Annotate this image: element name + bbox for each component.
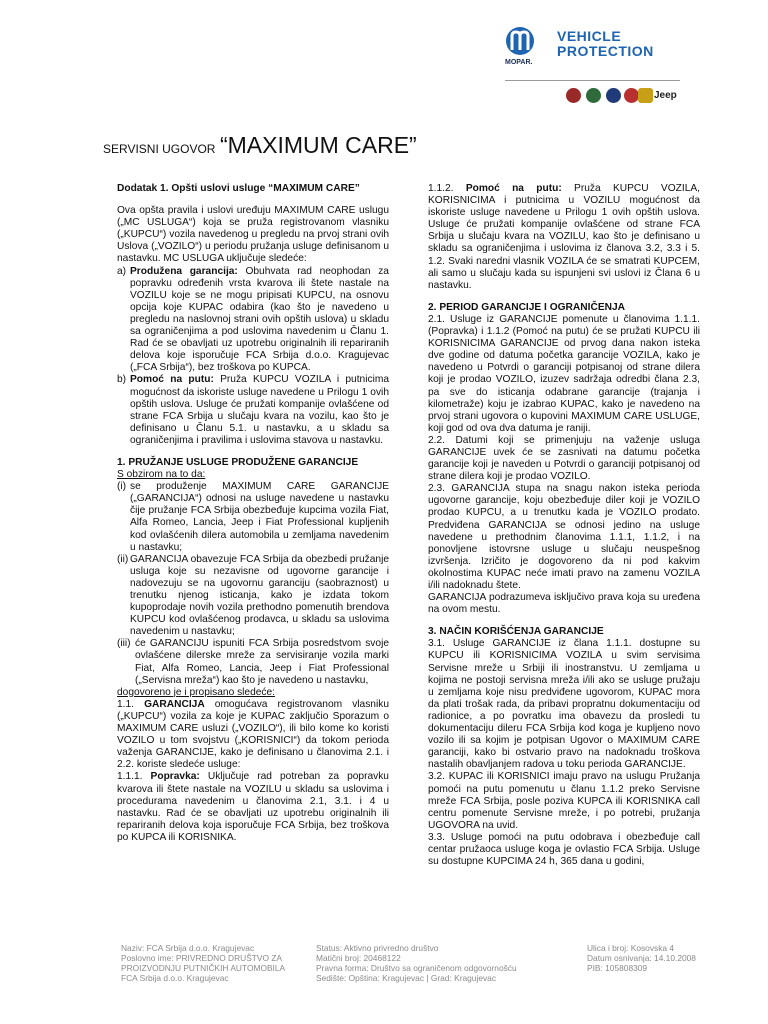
- title-main: “MAXIMUM CARE”: [219, 132, 417, 158]
- paragraph-1-1-1: 1.1.1. Popravka: Uključuje rad potreban za popravku kvarova ili štete nastale na VOZILU u skladu sa uslovima i procedurama navedenim u članovima 2.1, 3.1. i 4 u nastavku. Rad će se obavljati uz upotrebu originalnih ili repariranih delova koja isporučuje FCA Srbija, bez troškova po KUPCA ili KORISNIKA.: [117, 771, 389, 843]
- brand-logos: [566, 88, 686, 108]
- right-column: [428, 183, 700, 868]
- item-iii: (iii) će GARANCIJU ispuniti FCA Srbija posredstvom svoje ovlašćene dilerske mreže za servisiranje vozila marki Fiat, Alfa Romeo, Lancia, Jeep i Fiat Professional („Servisna mreža“) kao što je navedeno u nastavku,: [117, 638, 389, 686]
- item-i: (i) se produženje MAXIMUM CARE GARANCIJE („GARANCIJA“) odnosi na usluge navedene u nastavku čije pružanje FCA Srbija obezbeđuje kupcima vozila Fiat, Alfa Romeo, Lancia, Jeep i Fiat Professional kupljenih kod ovlašćenih dilera automobila u zemljama navedenim u nastavku;: [117, 481, 389, 553]
- professional-logo-icon: [624, 88, 639, 103]
- section-1-sub: S obzirom na to da:: [117, 469, 206, 481]
- footer-address-info: Ulica i broj: Kosovska 4 Datum osnivanja: 14.10.2008 PIB: 105808309: [587, 943, 696, 973]
- paragraph-3-2: 3.2. KUPAC ili KORISNICI imaju pravo na uslugu Pružanja pomoći na putu pomenutu u članu 1.1.2 preko Servisne mreže FCA Srbija, posle poziva KUPCA ili KORISNIKA call centru pomenute Servisne mreže, i po potrebi, pružanja UGOVORA na uvid.: [428, 771, 700, 831]
- paragraph-2-3: 2.3. GARANCIJA stupa na snagu nakon isteka perioda ugovorne garancije, koju obezbeđuje diler koji je VOZILO prodao KUPCU, a u trenutku kada je VOZILO prodato. Predviđena GARANCIJA se odnosi jedino na usluge navedene u prethodnim članovima 1.1.1, 1.1.2, i na ponovljene istovrsne usluge u slučaju neuspešnog izvršenja. Izričito je dogovoreno da ni pod kakvim okolnostima KUPAC neće imati pravo na zamenu VOZILA i/ili nadoknadu štete.: [428, 483, 700, 591]
- annex-heading: Dodatak 1. Opšti uslovi usluge “MAXIMUM CARE”: [117, 183, 360, 194]
- footer-legal-info: Status: Aktivno privredno društvo Matični broj: 20468122 Pravna forma: Društvo sa ograničenom odgovornošću Sedište: Opština: Kragujevac | Grad: Kragujevac: [316, 943, 517, 983]
- mopar-m-logo-icon: [505, 26, 535, 56]
- header-divider: [505, 80, 680, 81]
- paragraph-1-1: 1.1. GARANCIJA omogućava registrovanom vlasniku („KUPCU“) vozila za koje je KUPAC zaključio Sporazum o MAXIMUM CARE usluzi („VOZILO“), ili bilo kome ko koristi VOZILO u tom svojstvu („KORISNICI“) da tokom perioda važenja GARANCIJE, kako je definisano u članovima 2.1. i 2.2. koriste sledeće usluge:: [117, 698, 389, 771]
- title-prefix: SERVISNI UGOVOR: [103, 142, 216, 156]
- paragraph-2-1: 2.1. Usluge iz GARANCIJE pomenute u članovima 1.1.1. (Popravka) i 1.1.2 (Pomoć na putu) će se pružati KUPCU ili KORISNICIMA GARANCIJE od prvog dana nakon isteka dve godine od datuma početka garancije VOZILA, kako je navedeno u Potvrdi o garanciji potpisanoj od strane dilera koji je prodao VOZILO, izuzev sadržaja odredbi člana 2.3, pa sve do isticanja odabrane garancije (trajanja i kilometraže) koju je izabrao KUPAC, kako je navedeno na prvoj strani ugovora o kupovini MAXIMUM CARE USLUGE, koji god od ova dva datuma je raniji.: [428, 313, 700, 434]
- vehicle-protection-logo: [505, 22, 680, 74]
- paragraph-2-3b: GARANCIJA podrazumeva isključivo prava koja su uređena na ovom mestu.: [428, 592, 700, 616]
- item-a: a) Produžena garancija: Obuhvata rad neophodan za popravku određenih vrsta kvarova ili štete nastale na VOZILU koje se ne mogu pripisati KUPCU, na osnovu opcija koje KUPAC odabira (kao što je navedeno u pregledu na naslovnoj strani ovih opštih uslova) u skladu sa ograničenjima a pod uslovima navedenim u Članu 1. Rad će se obavljati uz upotrebu originalnih ili repariranih delova koje isporučuje FCA Srbija d.o.o. Kragujevac („FCA Srbija“), bez troškova po KUPCA.: [117, 265, 389, 374]
- section-2-heading: 2. PERIOD GARANCIJE I OGRANIČENJA: [428, 301, 625, 313]
- paragraph-2-2: 2.2. Datumi koji se primenjuju na važenje usluga GARANCIJE uvek će se zasnivati na datumu početka garancije koji je naveden u Potvrdi o garanciji potpisanoj od strane dilera koji je prodao VOZILO.: [428, 434, 700, 483]
- intro-paragraph: Ova opšta pravila i uslovi uređuju MAXIMUM CARE uslugu („MC USLUGA“) koja se pruža registrovanom vlasniku („KUPCU“) vozila navedenog u pregledu na prvoj strani ovih Uslova („VOZILO“) u periodu pružanja usluge definisanom u nastavku. MC USLUGA uključuje sledeće:: [117, 205, 389, 265]
- paragraph-3-3: 3.3. Usluge pomoći na putu odobrava i obezbeđuje call centar pružaoca usluge koga je ovlastio FCA Srbija. Usluge su dostupne KUPCIMA 24 h, 365 dana u godini,: [428, 831, 700, 868]
- item-ii: (ii) GARANCIJA obavezuje FCA Srbija da obezbedi pružanje usluga koje su nezavisne od ugovorne garancije i nadovezuju se na ugovornu garanciju (saobraznost) u trenutku njenog isticanja, kako je izdata tokom kupoprodaje novih vozila prethodno pomenutih brendova KUPCU kod ovlašćenog prodavca, u skladu sa uslovima navedenim u nastavku;: [117, 553, 389, 638]
- alfa-romeo-logo-icon: [586, 88, 601, 103]
- logo-line-vehicle: VEHICLE: [557, 28, 622, 44]
- fiat-logo-icon: [566, 88, 581, 103]
- paragraph-1-1-2: 1.1.2. Pomoć na putu: Pruža KUPCU VOZILA, KORISNICIMA i putnicima u VOZILU mogućnost da iskoriste usluge navedene u Prilogu 1 ovih opštih uslova. Usluge će pružati kompanije ovlašćene od strane FCA Srbija u slučaju kvara na VOZILU, kao što je definisano u skladu sa ograničenjima i uslovima iz članova 3.2, 3.3 i 5. 1.2. Svaki naredni vlasnik VOZILA će se smatrati KUPCEM, ali samo u slučaju kada su ispunjeni svi uslovi iz Člana 6 u nastavku.: [428, 183, 700, 291]
- document-title: [103, 132, 417, 159]
- left-column: [117, 183, 389, 844]
- paragraph-3-1: 3.1. Usluge GARANCIJE iz člana 1.1.1. dostupne su KUPCU ili KORISNICIMA VOZILA u svim servisima Servisne mreže u Srbiji ili inostranstvu. U zemljama u kojima ne postoji servisna mreža i/ili ako se usluge pružaju u zemljama koje nisu predviđene ugovorom, KUPAC mora da plati trošak rada, da pribavi propratnu dokumentaciju od radionice, a po povratku ima obavezu da prosledi tu dokumentaciju dileru FCA Srbija kod koga je kupljeno novo vozilo ili sa kojim je potpisan Ugovor o MAXIMUM CARE garanciji, kako bi ostvario pravo na nadoknadu troškova nastalih obavljanjem radova u toku perioda GARANCIJE.: [428, 638, 700, 771]
- section-3-heading: 3. NAČIN KORIŠĆENJA GARANCIJE: [428, 626, 604, 638]
- section-1-heading: 1. PRUŽANJE USLUGE PRODUŽENE GARANCIJE: [117, 456, 359, 468]
- footer-company-info: Naziv: FCA Srbija d.o.o. Kragujevac Poslovno ime: PRIVREDNO DRUŠTVO ZA PROIZVODNJU PUTNIČKIH AUTOMOBILA FCA Srbija d.o.o. Kragujevac: [121, 943, 286, 983]
- logo-line-protection: PROTECTION: [557, 43, 654, 59]
- item-b: b) Pomoć na putu: Pruža KUPCU VOZILA i putnicima mogućnost da iskoriste usluge navedene u Prilogu 1 ovih opštih uslova. Usluge će pružati kompanije ovlašćene od strane FCA Srbija u slučaju kvara na vozilu, kao što je definisano u Članu 5.1. u nastavku, a u skladu sa ograničenjima i pravilima i uslovima stavova u nastavku.: [117, 374, 389, 446]
- logo-line-mopar: MOPAR.: [505, 59, 533, 66]
- lancia-logo-icon: [606, 88, 621, 103]
- abarth-logo-icon: [638, 88, 653, 103]
- jeep-logo: Jeep: [654, 90, 677, 101]
- agreed-line: dogovoreno je i propisano sledeće:: [117, 686, 276, 698]
